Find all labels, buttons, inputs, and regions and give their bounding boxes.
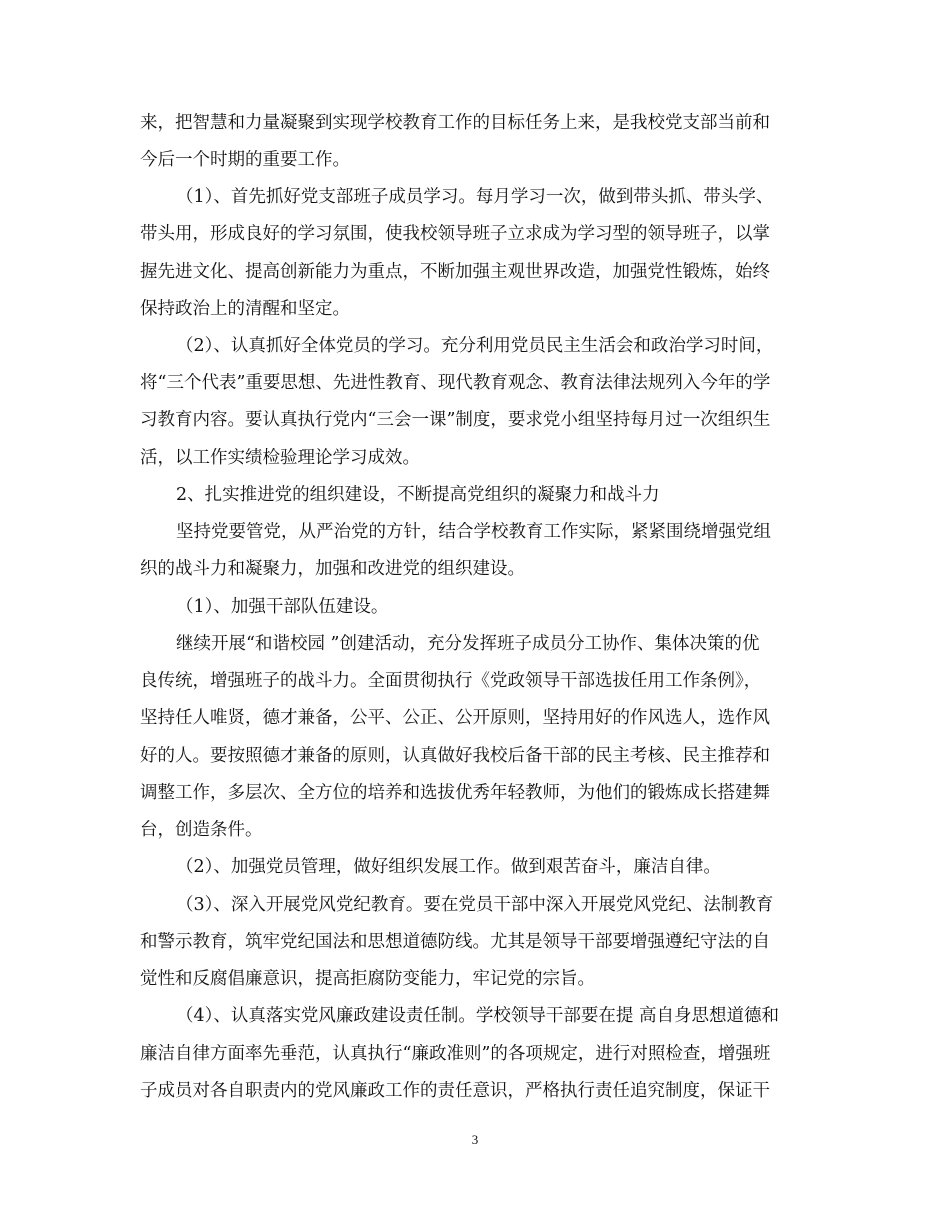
text-line: 廉洁自律方面率先垂范，认真执行“廉政准则”的各项规定，进行对照检查，增强班 — [140, 1044, 771, 1064]
text-line: 觉性和反腐倡廉意识，提高拒腐防变能力，牢记党的宗旨。 — [140, 969, 595, 989]
paragraph-first-line: （4）、认真落实党风廉政建设责任制。学校领导干部要在提 高自身思想道德和 — [176, 1006, 779, 1026]
subsection-heading: （1）、加强干部队伍建设。 — [176, 597, 389, 617]
text-line: 习教育内容。要认真执行党内“三会一课”制度，要求党小组坚持每月过一次组织生 — [140, 410, 771, 430]
body-text — [140, 113, 812, 1101]
text-line: 坚持任人唯贤，德才兼备，公平、公正、公开原则，坚持用好的作风选人，选作风 — [140, 708, 770, 728]
paragraph-first-line: 坚持党要管党，从严治党的方针，结合学校教育工作实际，紧紧围绕增强党组 — [176, 522, 771, 542]
text-line: 调整工作，多层次、全方位的培养和选拔优秀年轻教师，为他们的锻炼成长搭建舞 — [140, 783, 770, 803]
text-line: 来，把智慧和力量凝聚到实现学校教育工作的目标任务上来，是我校党支部当前和 — [140, 113, 770, 133]
text-line: 良传统，增强班子的战斗力。全面贯彻执行《党政领导干部选拔任用工作条例》， — [140, 671, 762, 691]
text-line: 今后一个时期的重要工作。 — [140, 150, 350, 170]
paragraph-first-line: （3）、深入开展党风党纪教育。要在党员干部中深入开展党风党纪、法制教育 — [176, 895, 774, 915]
text-line: 活，以工作实绩检验理论学习成效。 — [140, 448, 420, 468]
text-line: 好的人。要按照德才兼备的原则，认真做好我校后备干部的民主考核、民主推荐和 — [140, 746, 770, 766]
paragraph-first-line: （2）、加强党员管理，做好组织发展工作。做到艰苦奋斗，廉洁自律。 — [176, 857, 721, 877]
text-line: 将“三个代表”重要思想、先进性教育、现代教育观念、教育法律法规列入今年的学 — [140, 373, 771, 393]
paragraph-first-line: 继续开展“和谐校园 ”创建活动，充分发挥班子成员分工协作、集体决策的优 — [176, 634, 760, 654]
text-line: 保持政治上的清醒和坚定。 — [140, 299, 350, 319]
page-number: 3 — [471, 1132, 479, 1147]
text-line: 带头用，形成良好的学习氛围，使我校领导班子立求成为学习型的领导班子，以掌 — [140, 224, 770, 244]
text-line: 子成员对各自职责内的党风廉政工作的责任意识，严格执行责任追究制度，保证干 — [140, 1081, 770, 1101]
text-line: 织的战斗力和凝聚力，加强和改进党的组织建设。 — [140, 559, 525, 579]
text-line: 和警示教育，筑牢党纪国法和思想道德防线。尤其是领导干部要增强遵纪守法的自 — [140, 932, 770, 952]
text-line: 握先进文化、提高创新能力为重点，不断加强主观世界改造，加强党性锻炼，始终 — [140, 262, 770, 282]
paragraph-first-line: （1）、首先抓好党支部班子成员学习。每月学习一次，做到带头抓、带头学、 — [176, 187, 774, 207]
text-line: 台，创造条件。 — [140, 820, 263, 840]
section-heading: 2、扎实推进党的组织建设，不断提高党组织的凝聚力和战斗力 — [176, 485, 660, 505]
paragraph-first-line: （2）、认真抓好全体党员的学习。充分利用党员民主生活会和政治学习时间， — [176, 336, 774, 356]
